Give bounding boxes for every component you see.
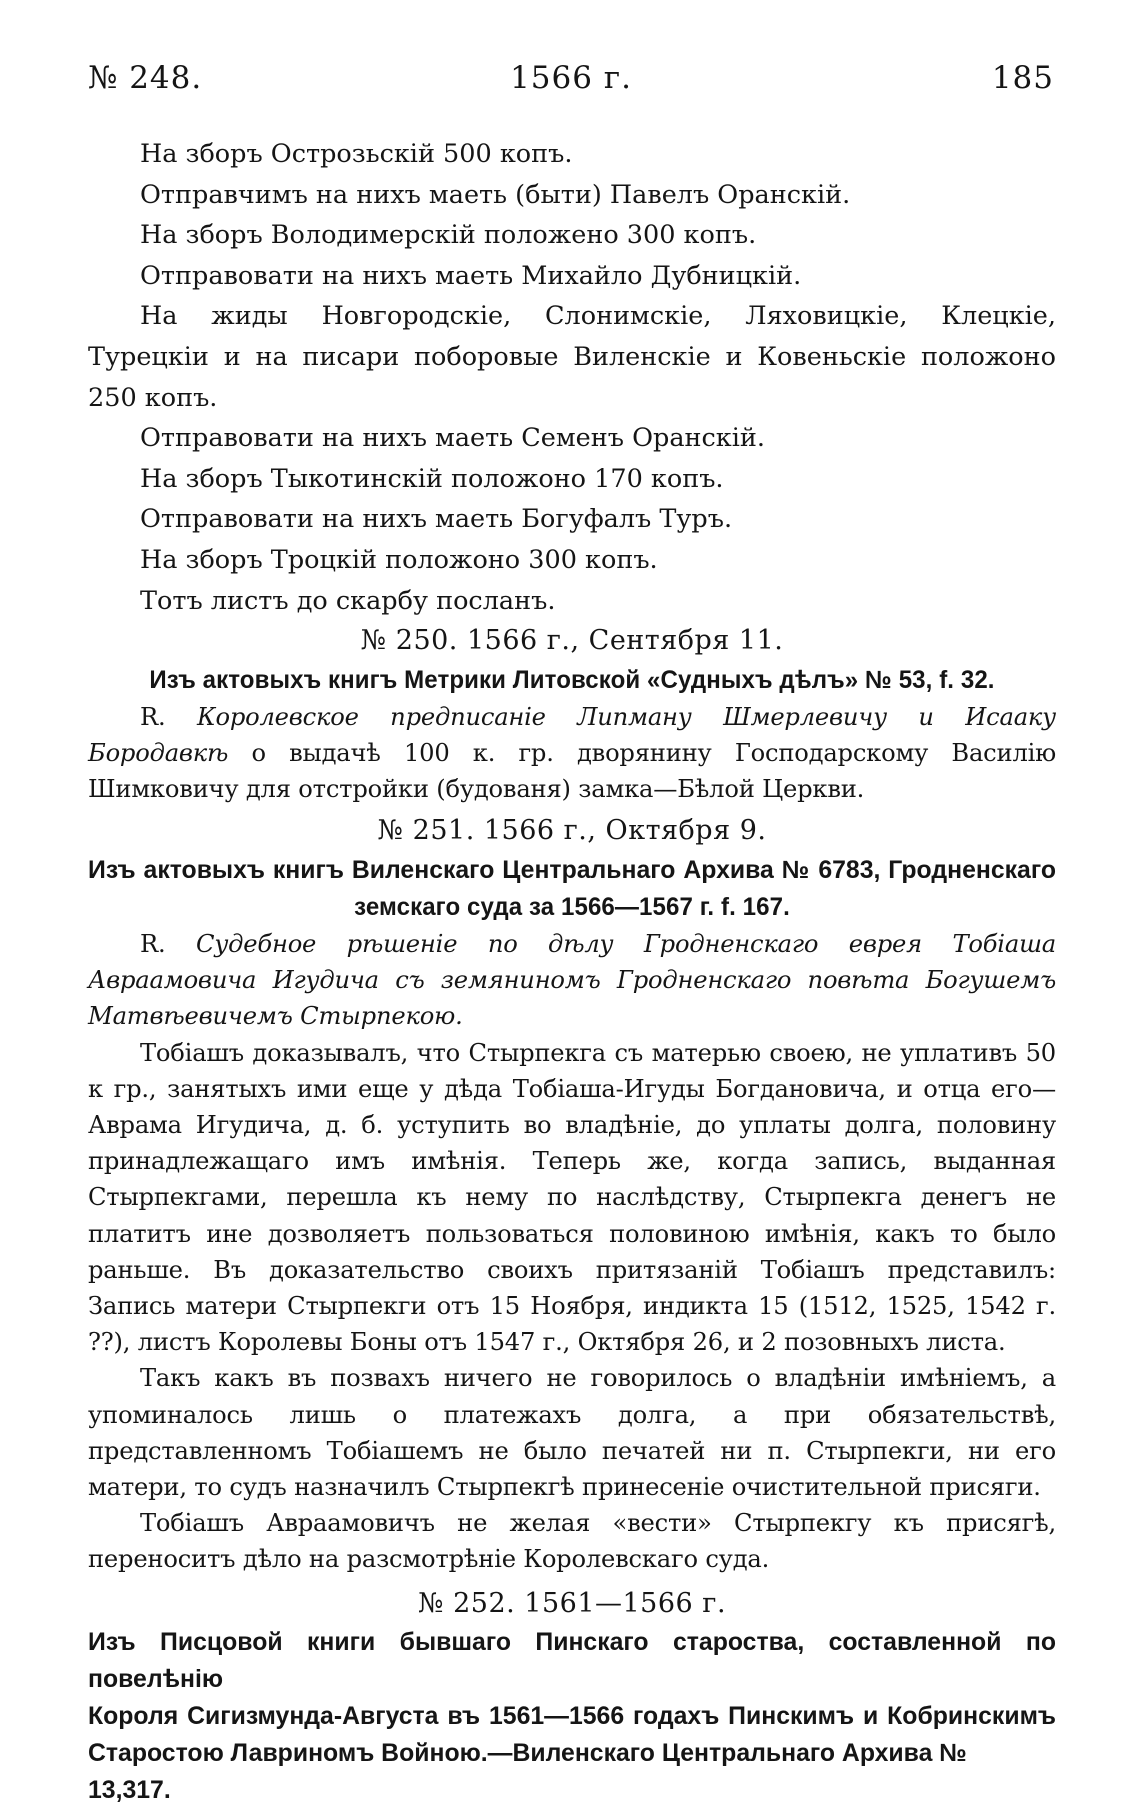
archival-source-continuation: земскаго суда за 1566—1567 г. f. 167. xyxy=(354,893,790,921)
regest-title: Королевское предписаніе Липману Шмерлевичу и Исааку Бородавкѣ xyxy=(88,702,1056,767)
regest xyxy=(88,699,1056,808)
document-248-continuation xyxy=(88,134,1056,621)
text-line: Тотъ листъ до скарбу посланъ. xyxy=(140,585,556,616)
page-number: 185 xyxy=(991,60,1054,96)
text-line: Отправовати на нихъ маеть Михайло Дубницкій. xyxy=(140,260,802,291)
header-document-number: № 248. xyxy=(88,60,203,96)
text-line: На зборъ Володимерскій положено 300 копъ. xyxy=(140,220,757,251)
regest-mark: R. xyxy=(140,702,166,731)
document-heading: № 251. 1566 г., Октября 9. xyxy=(377,815,767,847)
regest-text: о выдачѣ 100 к. гр. дворянину Господарскому Василію Шимковичу для отстройки (будованя) замка—Бѣлой Церкви. xyxy=(88,738,1056,804)
document-251 xyxy=(88,811,1056,1577)
archival-source-continuation: Старостою Лавриномъ Войною.—Виленскаго Центральнаго Архива № 13,317. xyxy=(88,1740,967,1805)
text-line: Отправчимъ на нихъ маеть (быти) Павелъ Оранскій. xyxy=(140,179,851,210)
document-250 xyxy=(88,621,1056,807)
text-line: На зборъ Троцкій положоно 300 копъ. xyxy=(140,544,658,575)
text-line: На зборъ Тыкотинскій положоно 170 копъ. xyxy=(140,463,724,494)
regest-mark: R. xyxy=(140,929,166,958)
archival-source: Изъ актовыхъ книгъ Виленскаго Центральнаго Архива № 6783, Гродненскаго xyxy=(88,856,1056,884)
text-paragraph: Тобіашъ Авраамовичъ не желая «вести» Стырпекгу къ присягѣ, переноситъ дѣло на разсмотрѣніе Королевскаго суда. xyxy=(88,1509,1056,1574)
page-body xyxy=(88,134,1056,1809)
running-header xyxy=(88,60,1054,104)
header-year: 1566 г. xyxy=(510,60,632,96)
archival-source: Изъ актовыхъ книгъ Метрики Литовской «Судныхъ дѣлъ» № 53, f. 32. xyxy=(149,666,995,694)
text-line: Отправовати на нихъ маеть Семенъ Оранскій. xyxy=(140,423,765,454)
text-paragraph: На жиды Новгородскіе, Слонимскіе, Ляховицкіе, Клецкіе, Турецкіи и на писари поборовые Виленскіе и Ковеньскіе положоно 250 копъ. xyxy=(88,301,1056,413)
document-heading: № 250. 1566 г., Сентября 11. xyxy=(360,625,784,657)
text-line: Отправовати на нихъ маеть Богуфалъ Туръ. xyxy=(140,504,733,535)
regest xyxy=(88,926,1056,1035)
text-line: На зборъ Острозьскій 500 копъ. xyxy=(140,139,573,169)
archival-source: Изъ Писцовой книги бывшаго Пинскаго староства, составленной по повелѣнію xyxy=(88,1629,1056,1694)
regest-title: Судебное рѣшеніе по дѣлу Гродненскаго еврея Тобіаша Авраамовича Игудича съ земяниномъ Гродненскаго повѣта Богушемъ Матвѣевичемъ Стырпекою. xyxy=(88,929,1056,1031)
archival-source-continuation: Короля Сигизмунда-Августа въ 1561—1566 годахъ Пинскимъ и Кобринскимъ xyxy=(88,1703,1056,1731)
document-252 xyxy=(88,1584,1056,1809)
text-paragraph: Тобіашъ доказывалъ, что Стырпекга съ матерью своею, не уплативъ 50 к гр., занятыхъ ими еще у дѣда Тобіаша-Игуды Богдановича, и отца его—Аврама Игудича, д. б. уступить во владѣніе, до уплаты долга, половину принадлежащаго имъ имѣнія. Теперь же, когда запись, выданная Стырпекгами, перешла къ нему по наслѣдству, Стырпекга денегъ не платитъ ине дозволяетъ пользоваться половиною имѣнія, какъ то было раньше. Въ доказательство своихъ притязаній Тобіашъ представилъ: Запись матери Стырпекги отъ 15 Ноября, индикта 15 (1512, 1525, 1542 г. ??), листъ Королевы Боны отъ 1547 г., Октября 26, и 2 позовныхъ листа. xyxy=(88,1038,1056,1357)
document-heading: № 252. 1561—1566 г. xyxy=(417,1587,727,1619)
text-paragraph: Такъ какъ въ позвахъ ничего не говорилось о владѣніи имѣніемъ, а упоминалось лишь о платежахъ долга, а при обязательствѣ, представленномъ Тобіашемъ не было печатей ни п. Стырпекги, ни его матери, то судъ назначилъ Стырпекгѣ принесеніе очистительной присяги. xyxy=(88,1364,1056,1501)
